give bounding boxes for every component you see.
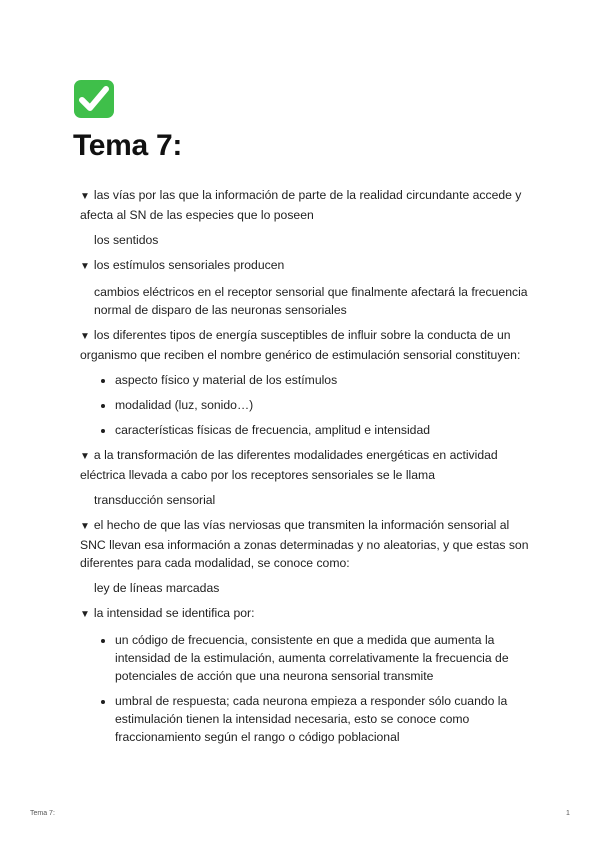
list-item: • umbral de respuesta; cada neurona empieza a responder sólo cuando la estimulación tienen la intensidad necesaria, esto se conoce como fraccionamiento según el rango o código poblacional: [115, 692, 530, 746]
list-item: • características físicas de frecuencia, amplitud e intensidad: [115, 421, 530, 439]
toggle-answer: ley de líneas marcadas: [94, 581, 220, 595]
footer-title: Tema 7:: [30, 810, 55, 817]
toggle-question[interactable]: [80, 516, 530, 572]
toggle-block[interactable]: [80, 326, 530, 439]
toggle-question[interactable]: [80, 256, 530, 276]
question-text: los diferentes tipos de energía susceptibles de influir sobre la conducta de un organismo que reciben el nombre genérico de estimulación sensorial constituyen:: [80, 328, 521, 362]
list-item: • un código de frecuencia, consistente en que a medida que aumenta la intensidad de la estimulación, aumenta correlativamente la frecuencia de potenciales de acción que una neurona sensorial transmite: [115, 631, 530, 685]
question-text: los estímulos sensoriales producen: [93, 258, 285, 272]
list-item: • aspecto físico y material de los estímulos: [115, 371, 530, 389]
triangle-down-icon[interactable]: ▼: [80, 191, 90, 202]
toggle-block[interactable]: [80, 604, 530, 746]
triangle-down-icon[interactable]: ▼: [80, 521, 90, 532]
toggle-answer: transducción sensorial: [94, 493, 216, 507]
triangle-down-icon[interactable]: ▼: [80, 331, 90, 342]
toggle-block[interactable]: [80, 446, 530, 509]
toggle-question[interactable]: [80, 326, 530, 364]
question-text: las vías por las que la información de parte de la realidad circundante accede y afecta al SN de las especies que lo poseen: [80, 188, 522, 222]
list-item: • modalidad (luz, sonido…): [115, 396, 530, 414]
triangle-down-icon[interactable]: ▼: [80, 261, 90, 272]
toggle-list: [80, 186, 530, 753]
footer-page-number: 1: [566, 810, 570, 817]
bullet-list: [80, 631, 530, 746]
toggle-answer: los sentidos: [94, 233, 159, 247]
triangle-down-icon[interactable]: ▼: [80, 451, 90, 462]
toggle-question[interactable]: [80, 604, 530, 624]
toggle-block[interactable]: [80, 516, 530, 597]
toggle-question[interactable]: [80, 186, 530, 224]
question-text: el hecho de que las vías nerviosas que transmiten la información sensorial al SNC llevan esa información a zonas determinadas y no aleatorias, y que estas son diferentes para cada modalidad, se conoce como:: [80, 518, 529, 570]
page-title: Tema 7:: [73, 129, 183, 162]
check-mark-button-icon: [74, 80, 114, 118]
toggle-block[interactable]: [80, 256, 530, 319]
bullet-list: [80, 371, 530, 439]
question-text: la intensidad se identifica por:: [93, 606, 255, 620]
triangle-down-icon[interactable]: ▼: [80, 609, 90, 620]
toggle-answer: cambios eléctricos en el receptor sensorial que finalmente afectará la frecuencia normal de disparo de las neuronas sensoriales: [94, 285, 528, 317]
toggle-question[interactable]: [80, 446, 530, 484]
question-text: a la transformación de las diferentes modalidades energéticas en actividad eléctrica llevada a cabo por los receptores sensoriales se le llama: [80, 448, 498, 482]
toggle-block[interactable]: [80, 186, 530, 249]
